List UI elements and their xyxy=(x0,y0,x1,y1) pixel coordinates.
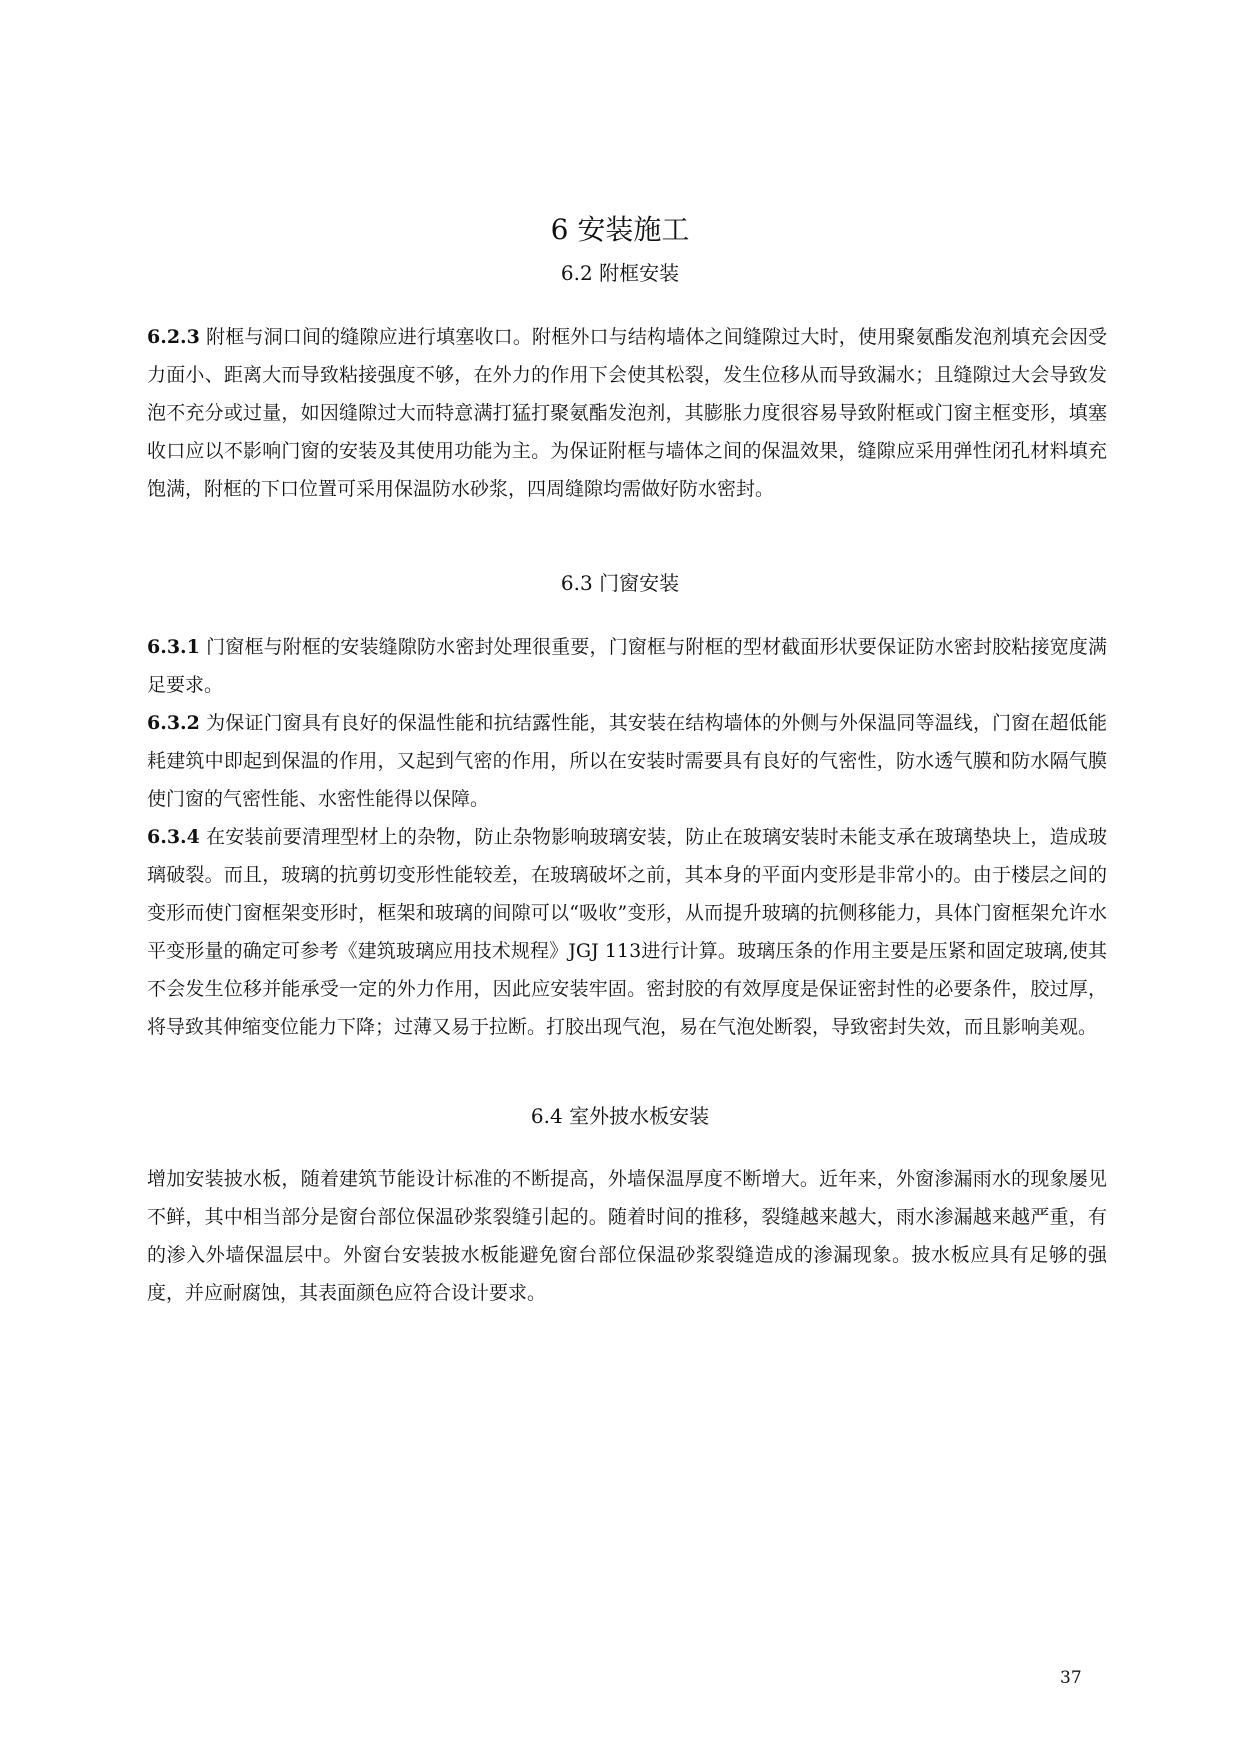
page-number: 37 xyxy=(1060,1668,1082,1688)
section-title-6-2: 6.2 附框安装 xyxy=(560,261,680,285)
section-body-6-4 xyxy=(147,1160,1107,1312)
section-body-6-2 xyxy=(147,318,1107,508)
clause-number: 6.3.2 xyxy=(147,712,200,734)
clause-paragraph xyxy=(147,818,1107,1046)
clause-text: 在安装前要清理型材上的杂物，防止杂物影响玻璃安装，防止在玻璃安装时未能支承在玻璃垫块上，造成玻璃破裂。而且，玻璃的抗剪切变形性能较差，在玻璃破坏之前，其本身的平面内变形是非常小的。由于楼层之间的变形而使门窗框架变形时，框架和玻璃的间隙可以“吸收”变形，从而提升玻璃的抗侧移能力，具体门窗框架允许水平变形量的确定可参考《建筑玻璃应用技术规程》JGJ 113进行计算。玻璃压条的作用主要是压紧和固定玻璃,使其不会发生位移并能承受一定的外力作用，因此应安装牢固。密封胶的有效厚度是保证密封性的必要条件，胶过厚，将导致其伸缩变位能力下降；过薄又易于拉断。打胶出现气泡，易在气泡处断裂，导致密封失效，而且影响美观。 xyxy=(147,826,1107,1038)
clause-text: 为保证门窗具有良好的保温性能和抗结露性能，其安装在结构墙体的外侧与外保温同等温线，门窗在超低能耗建筑中即起到保温的作用，又起到气密的作用，所以在安装时需要具有良好的气密性，防水透气膜和防水隔气膜使门窗的气密性能、水密性能得以保障。 xyxy=(147,712,1107,810)
clause-number: 6.3.1 xyxy=(147,636,200,658)
section-body-6-3 xyxy=(147,628,1107,1046)
clause-text: 增加安装披水板，随着建筑节能设计标准的不断提高，外墙保温厚度不断增大。近年来，外窗渗漏雨水的现象屡见不鲜，其中相当部分是窗台部位保温砂浆裂缝引起的。随着时间的推移，裂缝越来越大，雨水渗漏越来越严重，有的渗入外墙保温层中。外窗台安装披水板能避免窗台部位保温砂浆裂缝造成的渗漏现象。披水板应具有足够的强度，并应耐腐蚀，其表面颜色应符合设计要求。 xyxy=(147,1168,1107,1304)
clause-text: 附框与洞口间的缝隙应进行填塞收口。附框外口与结构墙体之间缝隙过大时，使用聚氨酯发泡剂填充会因受力面小、距离大而导致粘接强度不够，在外力的作用下会使其松裂，发生位移从而导致漏水；且缝隙过大会导致发泡不充分或过量，如因缝隙过大而特意满打猛打聚氨酯发泡剂，其膨胀力度很容易导致附框或门窗主框变形，填塞收口应以不影响门窗的安装及其使用功能为主。为保证附框与墙体之间的保温效果，缝隙应采用弹性闭孔材料填充饱满，附框的下口位置可采用保温防水砂浆，四周缝隙均需做好防水密封。 xyxy=(147,326,1107,500)
section-title-6-3: 6.3 门窗安装 xyxy=(560,571,680,595)
clause-paragraph xyxy=(147,1160,1107,1312)
chapter-title: 6 安装施工 xyxy=(550,213,690,246)
section-title-6-4: 6.4 室外披水板安装 xyxy=(530,1104,710,1128)
clause-paragraph xyxy=(147,628,1107,704)
clause-paragraph xyxy=(147,318,1107,508)
clause-text: 门窗框与附框的安装缝隙防水密封处理很重要，门窗框与附框的型材截面形状要保证防水密封胶粘接宽度满足要求。 xyxy=(147,636,1107,696)
clause-paragraph xyxy=(147,704,1107,818)
clause-number: 6.3.4 xyxy=(147,826,200,848)
clause-number: 6.2.3 xyxy=(147,326,200,348)
